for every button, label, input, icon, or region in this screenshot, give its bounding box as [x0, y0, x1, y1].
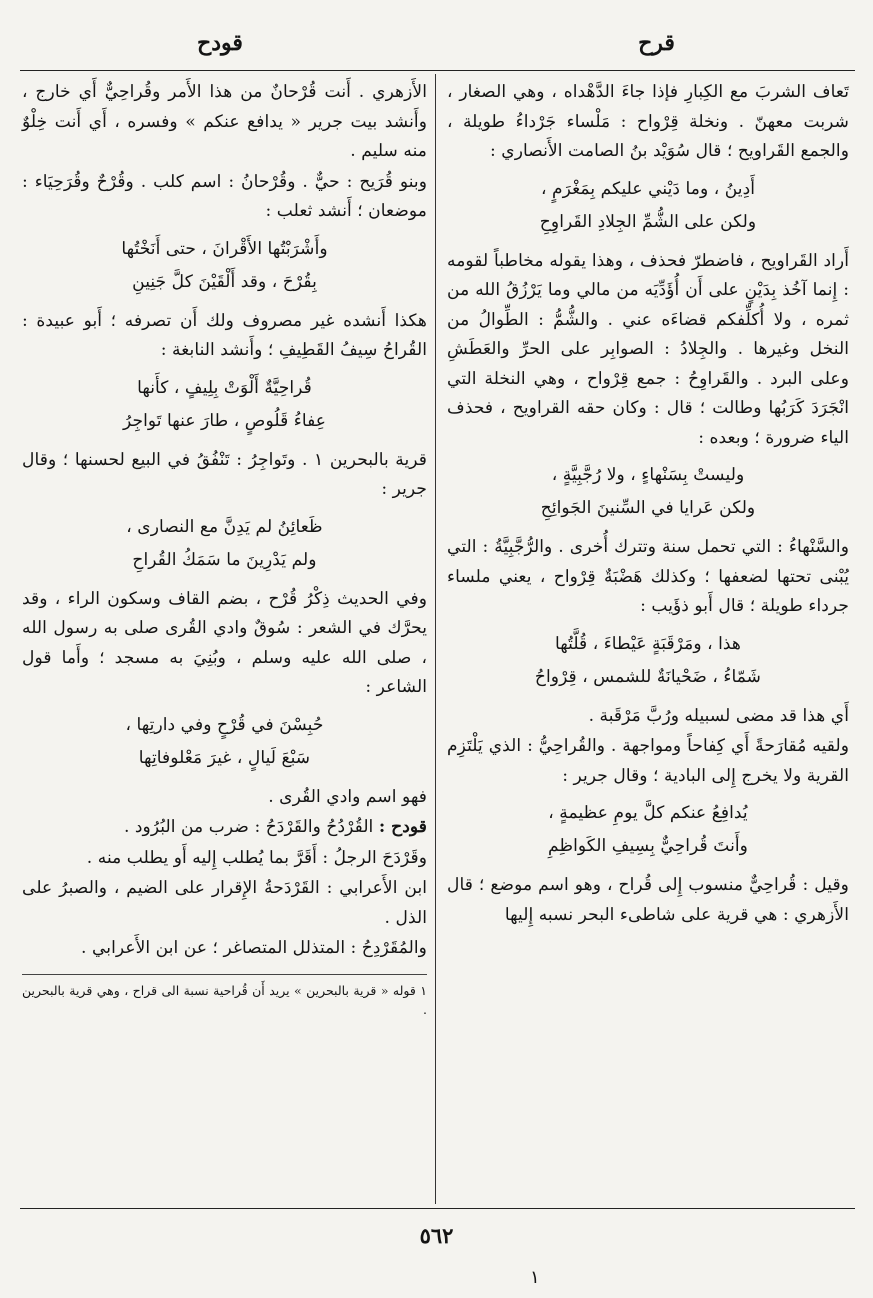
verse: [22, 709, 427, 775]
right-column: [447, 78, 849, 1202]
verse: [22, 511, 427, 577]
verse-line: عِفاءُ قَلُوصٍ ، طارَ عنها تَواجِرُ: [122, 410, 327, 431]
paragraph: والسَّنْهاءُ : التي تحمل سنة وتترك أُخرى . والرُّجَّبِيَّةُ : التي يُبْنى تحتها لضعفها ؛ وكذلك هَضْبَةٌ قِرْواح ، يعني ملساء جرداء طويلة ؛ قال أَبو ذؤَيب :: [447, 537, 849, 616]
verse-line: هذا ، ومَرْقَبَةٍ عَيْطاءَ ، قُلَّتُها: [555, 633, 741, 654]
top-rule: [20, 70, 855, 71]
verse: [447, 628, 849, 694]
paragraph: وقيل : قُراحِيٌّ منسوب إِلى قُراح ، وهو اسم موضع ؛ قال الأَزهري : هي قرية على شاطىء البحر نسبه إِليها: [447, 875, 849, 925]
verse-line: أَدِينُ ، وما دَيْني عليكم بِمَغْرَمٍ ،: [540, 178, 756, 199]
entry-headword: قودح :: [378, 817, 427, 837]
verse-line: ولكن على الشُّمِّ الجِلادِ القَراوِحِ: [539, 211, 757, 232]
bottom-rule: [20, 1208, 855, 1209]
verse: [447, 459, 849, 525]
verse-line: قُراحِيَّةٌ أَلْوَتْ بِلِيفٍ ، كأَنها: [137, 377, 312, 398]
paragraph: ولقيه مُقارَحةً أَي كِفاحاً ومواجهة . والقُراحِيُّ : الذي يَلْتَزِم القرية ولا يخرج إِلى البادية ؛ وقال جرير :: [447, 736, 849, 786]
verse-line: ولكن عَرايا في السِّنينَ الجَوائِحِ: [540, 498, 756, 518]
paragraph: هكذا أَنشده غير مصروف ولك أَن تصرفه ؛ أَبو عبيدة : القُراحُ سِيفُ القَطِيفِ ؛ وأَنشد النابغة :: [22, 310, 427, 360]
bottom-mark: ١: [530, 1267, 540, 1288]
paragraph: فهو اسم وادي القُرى .: [268, 786, 427, 807]
verse-line: ولم يَدْرِينَ ما سَمَكُ القُراحِ: [132, 549, 317, 570]
footnote: ١ قوله « قرية بالبحرين » يريد أَن قُراحية نسبة الى قراح ، وهي قرية بالبحرين .: [22, 982, 427, 1017]
paragraph: وفي الحديث ذِكْرُ قُرْح ، بضم القاف وسكون الراء ، وقد يحرَّك في الشعر : سُوقٌ وادي القُرى صلى به رسول الله ، صلى الله عليه وسلم ، وبُنِيَ به مسجد ؛ وأَما قول الشاعر :: [22, 588, 427, 697]
paragraph: وقَرْدَحَ الرجلُ : أَقَرَّ بما يُطلب إِليه أَو يطلب منه .: [86, 847, 427, 868]
paragraph: والمُقَرْدِحُ : المتذلل المتصاغر ؛ عن ابن الأَعرابي .: [81, 938, 427, 958]
verse-line: وأَشْرَبْتُها الأَقْرانَ ، حتى أَنَخْتُها: [121, 238, 328, 259]
entry-text: القُرْدُحُ والقَرْدَحُ : ضرب من البُرُود .: [123, 817, 374, 837]
paragraph: الأَزهري . أَنت قُرْحانٌ من هذا الأَمر وقُراحِيٌّ أَي خارج ، وأَنشد بيت جرير « يدافع عنكم » وفسره ، أَي أَنت خِلْوٌ منه سليم .: [22, 82, 427, 161]
header-left-word: قودح: [197, 30, 243, 56]
paragraph: قرية بالبحرين ١ . وتَواجِرُ : تَنْفُقُ في البيع لحسنها ؛ وقال جرير :: [22, 449, 427, 499]
page-header: [0, 30, 873, 66]
column-divider: [435, 74, 436, 1204]
left-column: [22, 78, 427, 1202]
verse: [447, 797, 849, 863]
footnote-rule: [22, 974, 427, 975]
verse-line: بِقُرْحَ ، وقد أَلْقَيْنَ كلَّ جَنِينِ: [132, 271, 317, 292]
page-number: ٥٦٢: [419, 1223, 454, 1248]
paragraph: تَعاف الشربَ مع الكِبارِ فإذا جاءَ الدَّهْداه ، وهي الصغار ، شربت معهنّ . ونخلة قِرْواح : مَلْساء جَرْداءُ طويلة ، والجمع القَراويح ؛ قال سُوَيْد بنُ الصامت الأَنصاري :: [447, 82, 849, 161]
paragraph: ابن الأَعرابي : القَرْدَحةُ الإِقرار على الضيم ، والصبرُ على الذل .: [22, 878, 427, 928]
paragraph: أَراد القَراويح ، فاضطرّ فحذف ، وهذا يقوله مخاطباً لقومه : إِنما آخُذ بِدَيْنٍ على أَن أُؤَدِّيَه من مالي وما يَرْزُقُ الله من ثمره ، ولا أُكلِّفكم قضاءَه عني . والشُّمُّ : الطِّوالُ من النخل وغيرها . والجِلادُ : الصوابِر على الحرِّ والعَطَشِ وعلى البرد . والقَراوِحُ : جمع قِرْواح ، وهي النخلة التي انْجَرَدَ كَرَبُها وطالت ؛ قال : وكان حقه القراويح ، فحذف الياء ضرورة ؛ وبعده :: [447, 250, 849, 448]
verse-line: شَمّاءُ ، ضَحْيانَةٌ للشمس ، قِرْواحُ: [534, 666, 762, 687]
paragraph: أَي هذا قد مضى لسبيله ورُبَّ مَرْقَبة .: [588, 705, 849, 726]
verse-line: ظَعائِنُ لم يَدِنَّ مع النصارى ،: [126, 516, 323, 537]
verse-line: وأَنتَ قُراحِيٌّ بِسِيفِ الكَواظِمِ: [548, 836, 748, 856]
verse-line: سَبْعَ لَيالٍ ، غيرَ مَعْلوفاتِها: [138, 747, 311, 768]
entry-paragraph: [22, 813, 427, 843]
paragraph: وبنو قُرَيح : حيٌّ . وقُرْحانُ : اسم كلب . وقُرْحٌ وقُرَحِيَاء : موضعان ؛ أَنشد ثعلب :: [22, 171, 427, 221]
header-right-word: قرح: [638, 30, 675, 56]
verse: [22, 372, 427, 438]
verse-line: وليستْ بِسَنْهاءٍ ، ولا رُجَّبِيَّةٍ ،: [551, 465, 745, 485]
verse-line: حُبِسْنَ في قُرْحٍ وفي دارتِها ،: [125, 714, 324, 735]
verse-line: يُدافِعُ عنكم كلَّ يومِ عظيمةٍ ،: [548, 803, 748, 823]
verse: [22, 233, 427, 299]
verse: [447, 173, 849, 239]
